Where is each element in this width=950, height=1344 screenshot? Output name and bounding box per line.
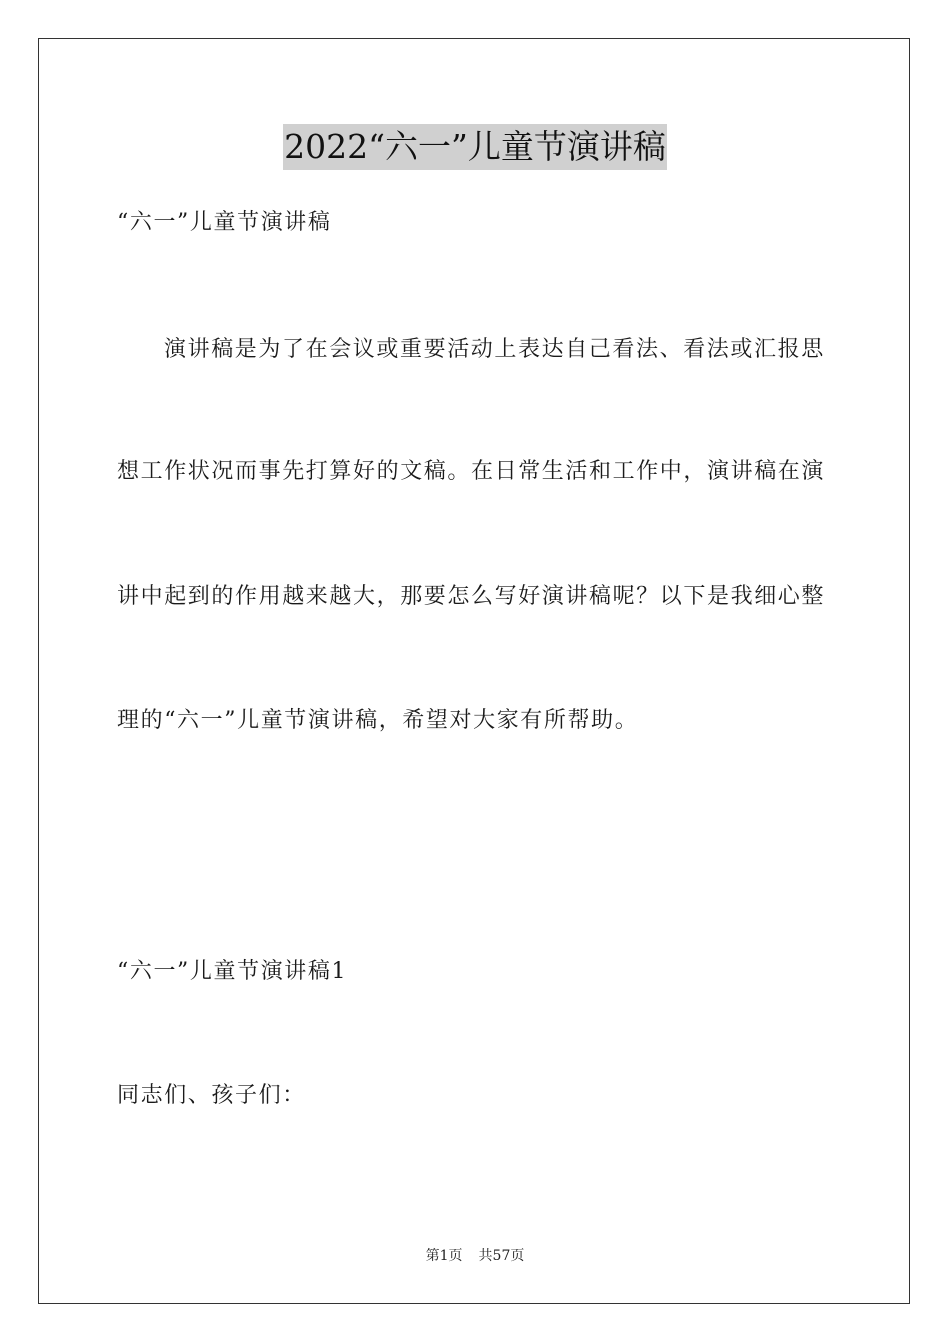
intro-line-2: 想工作状况而事先打算好的文稿。在日常生活和工作中，演讲稿在演 <box>117 459 826 484</box>
page-number: 第1页 <box>425 1248 463 1264</box>
greeting-line: 同志们、孩子们： <box>117 1083 306 1108</box>
intro-line-1: 演讲稿是为了在会议或重要活动上表达自己看法、看法或汇报思 <box>164 337 825 362</box>
document-title: 2022“六一”儿童节演讲稿 <box>283 124 667 170</box>
page-total: 共57页 <box>478 1248 525 1264</box>
document-subtitle: “六一”儿童节演讲稿 <box>117 210 332 235</box>
title-container <box>0 124 950 170</box>
intro-line-4: 理的“六一”儿童节演讲稿，希望对大家有所帮助。 <box>117 708 639 733</box>
section-heading: “六一”儿童节演讲稿1 <box>117 959 348 984</box>
intro-line-3: 讲中起到的作用越来越大，那要怎么写好演讲稿呢？以下是我细心整 <box>117 584 826 609</box>
page-footer <box>0 1246 950 1266</box>
